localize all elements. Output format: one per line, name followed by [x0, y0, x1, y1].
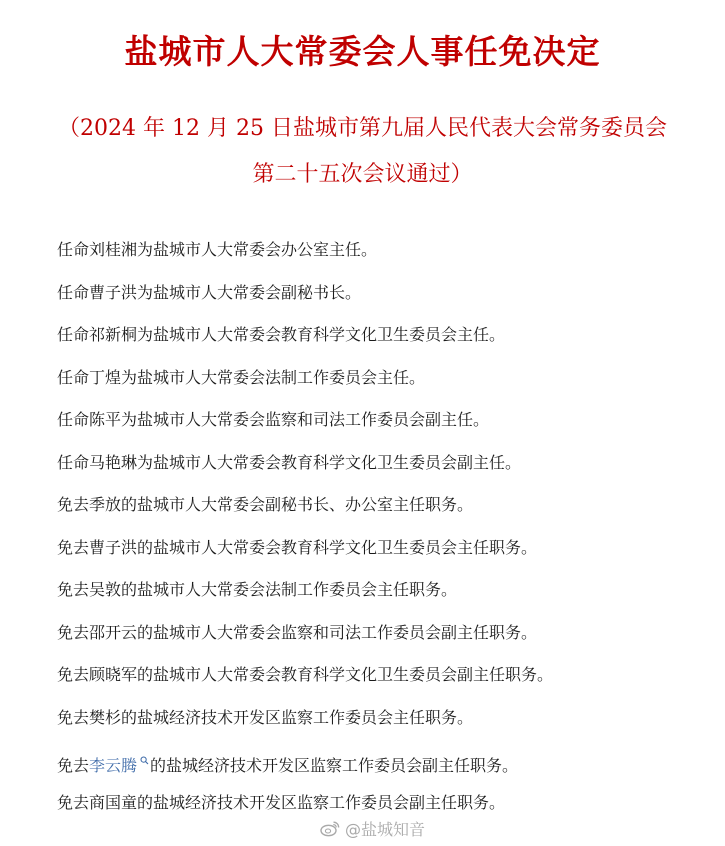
weibo-icon	[320, 820, 340, 837]
list-item: 免去顾晓军的盐城市人大常委会教育科学文化卫生委员会副主任职务。	[57, 665, 554, 684]
list-item: 任命丁煌为盐城市人大常委会法制工作委员会主任。	[57, 367, 426, 387]
linked-item-suffix: 的盐城经济技术开发区监察工作委员会副主任职务。	[150, 756, 519, 775]
list-item-linked	[57, 746, 707, 789]
list-item: 免去樊杉的盐城经济技术开发区监察工作委员会主任职务。	[57, 707, 474, 727]
list-item: 任命陈平为盐城市人大常委会监察和司法工作委员会副主任。	[57, 410, 490, 429]
list-item: 任命曹子洪为盐城市人大常委会副秘书长。	[57, 282, 362, 302]
meeting-note-line-1: （2024 年 12 月 25 日盐城市第九届人民代表大会常务委员会	[58, 116, 667, 141]
list-item: 免去吴敦的盐城市人大常委会法制工作委员会主任职务。	[57, 580, 458, 599]
appointment-list	[57, 236, 707, 831]
watermark	[320, 816, 425, 840]
search-icon[interactable]	[140, 746, 149, 774]
meeting-note	[20, 106, 705, 198]
list-item: 免去邵开云的盐城市人大常委会监察和司法工作委员会副主任职务。	[57, 622, 538, 642]
watermark-text: @盐城知音	[344, 819, 425, 839]
list-item: 任命刘桂湘为盐城市人大常委会办公室主任。	[57, 240, 378, 259]
linked-item-prefix: 免去	[57, 756, 90, 775]
list-item: 免去商国童的盐城经济技术开发区监察工作委员会副主任职务。	[57, 792, 506, 812]
page-title: 盐城市人大常委会人事任免决定	[124, 32, 601, 71]
list-item: 任命祁新桐为盐城市人大常委会教育科学文化卫生委员会主任。	[57, 325, 506, 344]
list-item: 免去曹子洪的盐城市人大常委会教育科学文化卫生委员会主任职务。	[57, 537, 538, 557]
list-item: 任命马艳琳为盐城市人大常委会教育科学文化卫生委员会副主任。	[57, 452, 522, 472]
person-link[interactable]: 李云腾	[89, 756, 138, 775]
list-item: 免去季放的盐城市人大常委会副秘书长、办公室主任职务。	[57, 495, 474, 514]
meeting-note-line-2: 第二十五次会议通过）	[252, 162, 473, 187]
